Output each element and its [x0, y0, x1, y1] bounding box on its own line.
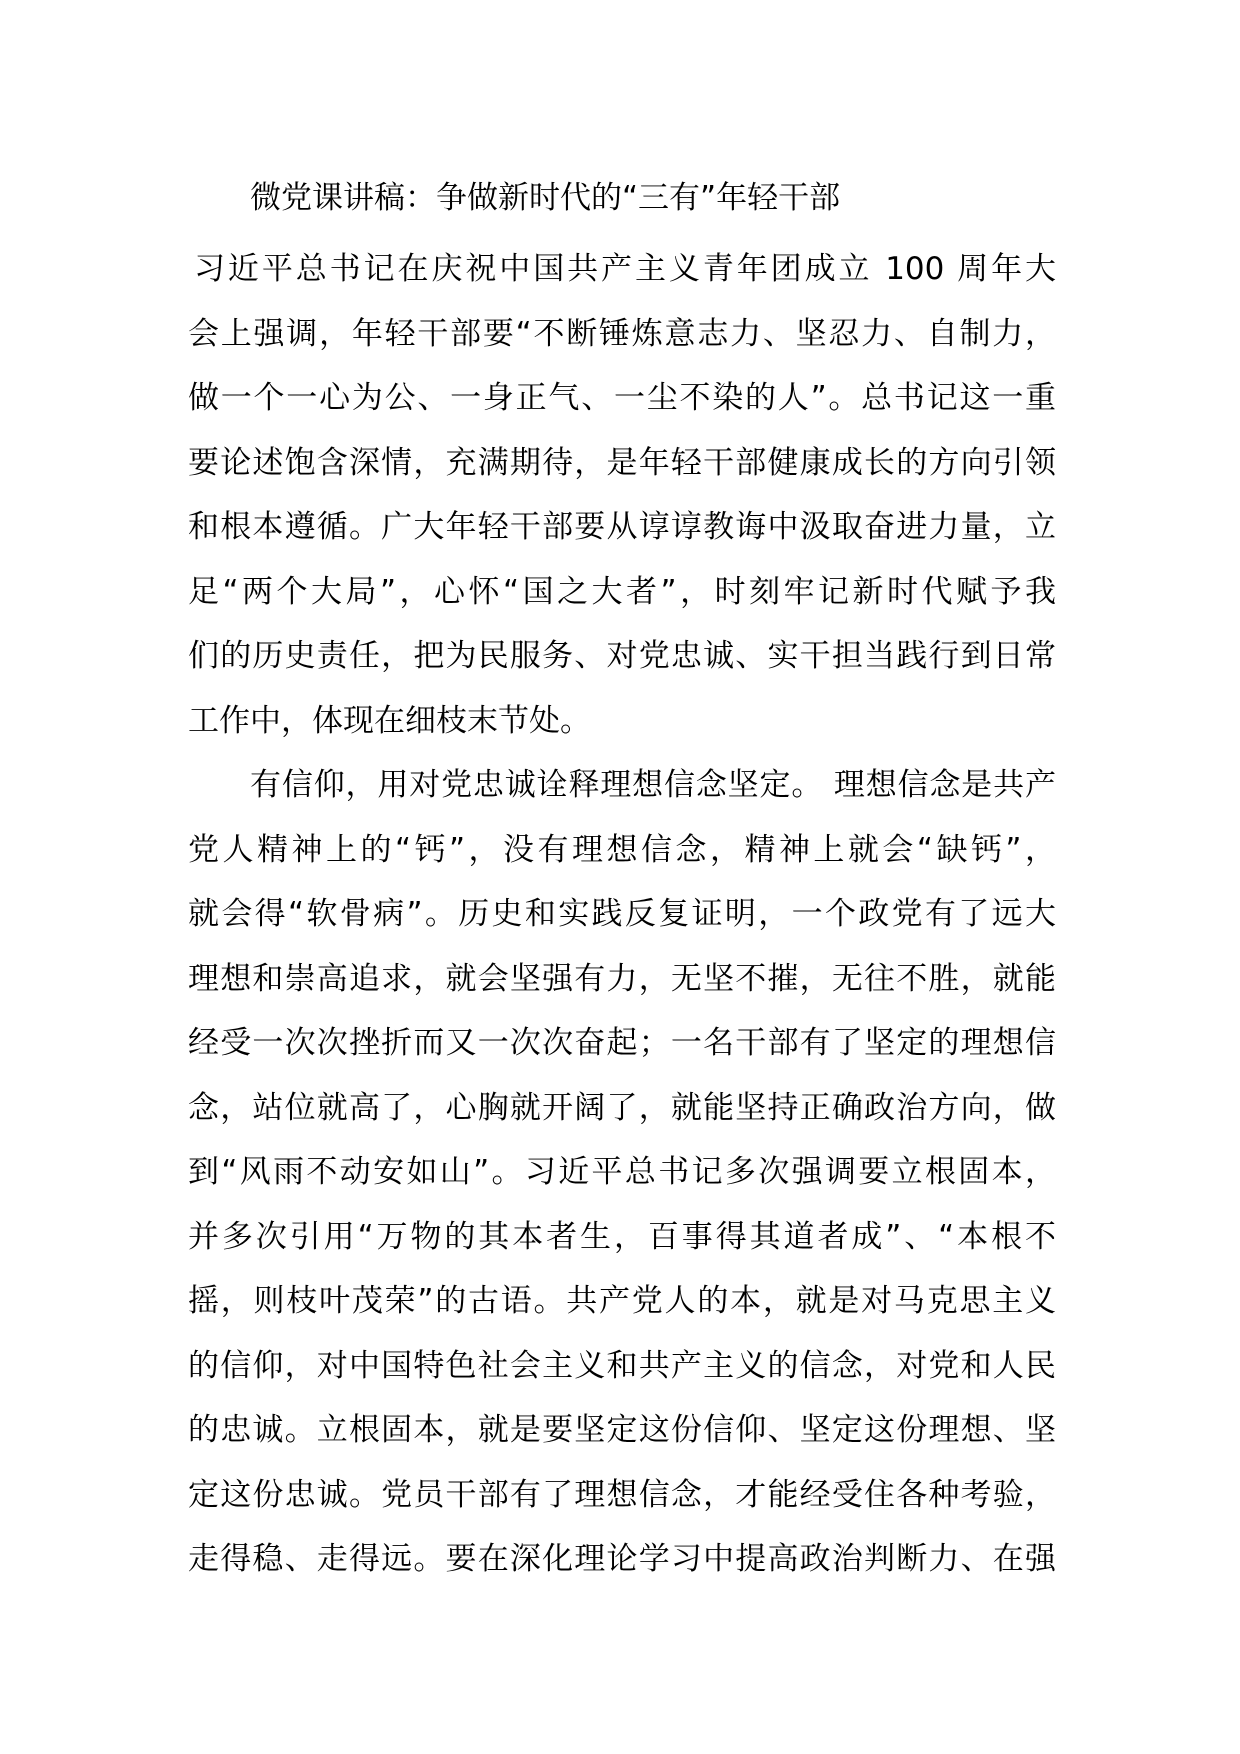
text-line: 的忠诚。立根固本，就是要坚定这份信仰、坚定这份理想、坚 — [188, 1412, 1056, 1448]
text-line: 走得稳、走得远。要在深化理论学习中提高政治判断力、在强 — [188, 1541, 1056, 1577]
text-line: 会上强调，年轻干部要“不断锤炼意志力、坚忍力、自制力， — [188, 315, 1056, 352]
text-line: 到“风雨不动安如山”。习近平总书记多次强调要立根固本， — [188, 1154, 1056, 1190]
text-line: 习近平总书记在庆祝中国共产主义青年团成立 100 周年大 — [194, 251, 1056, 287]
text-line: 和根本遵循。广大年轻干部要从谆谆教诲中汲取奋进力量，立 — [188, 509, 1056, 545]
paragraph-2 — [188, 753, 1056, 1592]
text-line: 经受一次次挫折而又一次次奋起；一名干部有了坚定的理想信 — [188, 1025, 1056, 1061]
text-line: 定这份忠诚。党员干部有了理想信念，才能经受住各种考验， — [188, 1476, 1056, 1513]
text-line: 就会得“软骨病”。历史和实践反复证明，一个政党有了远大 — [188, 896, 1056, 932]
text-line: 工作中，体现在细枝末节处。 — [188, 702, 591, 739]
document-body — [188, 237, 1056, 1592]
document-title: 微党课讲稿：争做新时代的“三有”年轻干部 — [250, 180, 841, 216]
text-line: 要论述饱含深情，充满期待，是年轻干部健康成长的方向引领 — [188, 444, 1056, 481]
text-line: 足“两个大局”，心怀“国之大者”，时刻牢记新时代赋予我 — [188, 573, 1056, 610]
text-line: 并多次引用“万物的其本者生，百事得其道者成”、“本根不 — [188, 1218, 1056, 1255]
text-line: 们的历史责任，把为民服务、对党忠诚、实干担当践行到日常 — [188, 638, 1056, 674]
text-line: 党人精神上的“钙”，没有理想信念，精神上就会“缺钙”， — [188, 831, 1056, 868]
text-line: 理想和崇高追求，就会坚强有力，无坚不摧，无往不胜，就能 — [188, 960, 1056, 997]
paragraph-1 — [188, 237, 1056, 753]
text-line: 有信仰，用对党忠诚诠释理想信念坚定。 理想信念是共产 — [250, 767, 1056, 803]
text-line: 摇，则枝叶茂荣”的古语。共产党人的本，就是对马克思主义 — [188, 1283, 1056, 1319]
text-line: 做一个一心为公、一身正气、一尘不染的人”。总书记这一重 — [188, 380, 1056, 416]
text-line: 念，站位就高了，心胸就开阔了，就能坚持正确政治方向，做 — [188, 1089, 1056, 1126]
text-line: 的信仰，对中国特色社会主义和共产主义的信念，对党和人民 — [188, 1347, 1056, 1384]
